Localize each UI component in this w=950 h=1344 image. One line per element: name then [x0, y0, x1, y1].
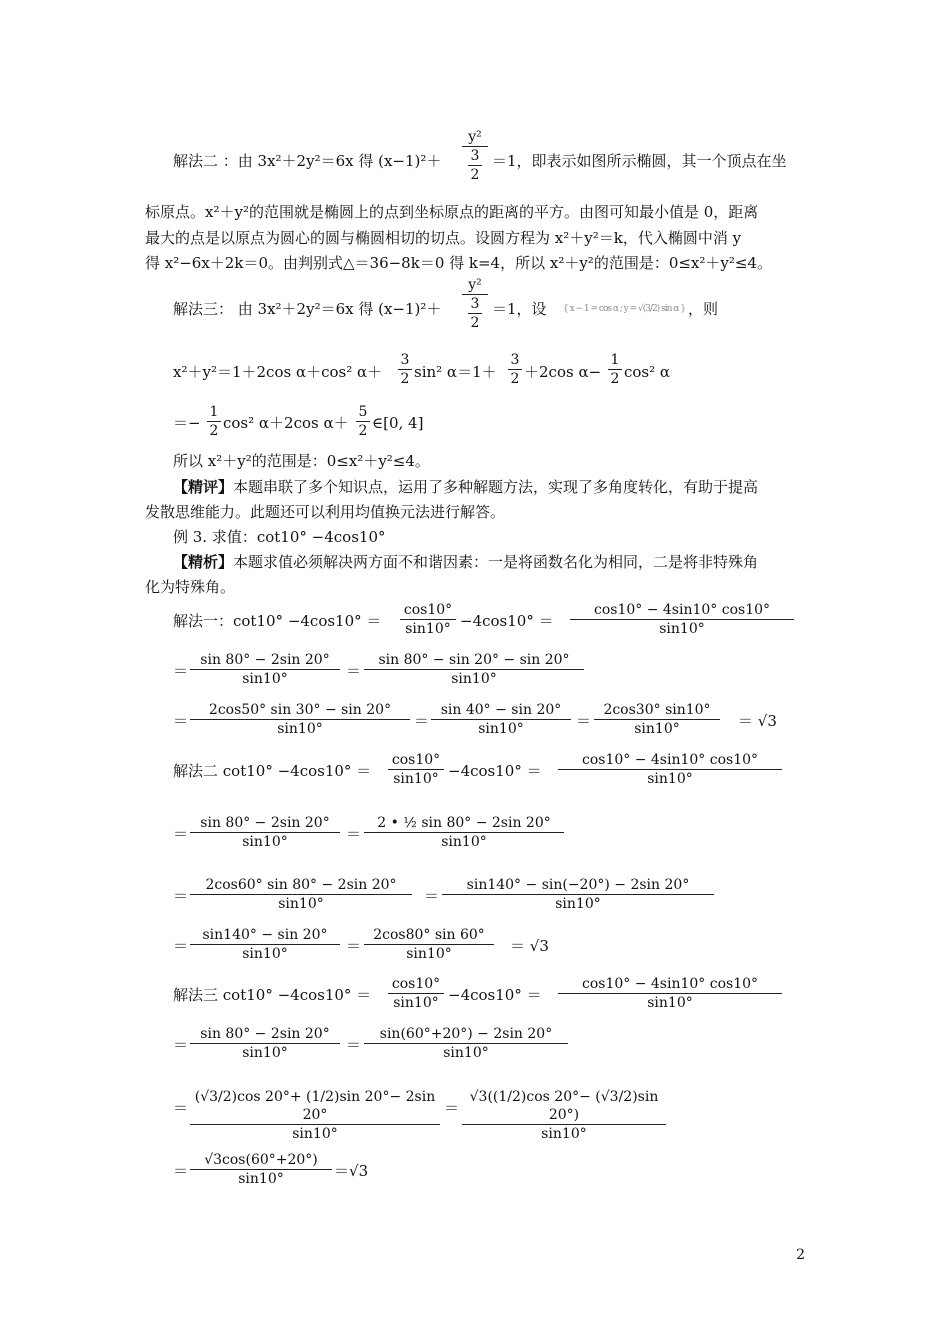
- sol2-r2a: sin 80° − 2sin 20° sin10°: [190, 814, 340, 851]
- eq-sign: ＝: [576, 712, 592, 730]
- sol2-label: 解法二 cot10° −4cos10° ＝: [173, 762, 372, 780]
- method3a-line2d: cos² α: [624, 363, 671, 381]
- method3a-conclusion: 所以 x²＋y²的范围是：0≤x²＋y²≤4。: [173, 452, 430, 470]
- eq-sign: ＝: [173, 662, 189, 680]
- sol3-mid: −4cos10° ＝: [448, 986, 542, 1004]
- eq-sign: ＝: [444, 1099, 460, 1117]
- sol2-frac2: cos10° − 4sin10° cos10° sin10°: [558, 751, 782, 788]
- sol2-mid: −4cos10° ＝: [448, 762, 542, 780]
- method3a-line3c: ∈[0, 4]: [372, 414, 424, 432]
- eq-sign: ＝: [346, 1036, 362, 1054]
- sol3-label: 解法三 cot10° −4cos10° ＝: [173, 986, 372, 1004]
- method3a-tail: ＝1，设: [492, 300, 547, 318]
- frac-5-2: 5 2: [356, 403, 370, 440]
- comment-line2: 发散思维能力。此题还可以利用均值换元法进行解答。: [145, 503, 506, 521]
- comment-line1: 【精评】本题串联了多个知识点，运用了多种解题方法，实现了多角度转化，有助于提高: [173, 478, 759, 496]
- eq-sign: ＝: [173, 1099, 189, 1117]
- sol3-r2b: sin(60°+20°) − 2sin 20° sin10°: [364, 1025, 568, 1062]
- eq-sign: ＝: [173, 712, 189, 730]
- method2-intro: 解法二 ：由 3x²＋2y²＝6x 得 (x−1)²＋: [173, 152, 442, 170]
- sol1-frac1: cos10° sin10°: [400, 601, 456, 638]
- method2-line2: 标原点。x²＋y²的范围就是椭圆上的点到坐标原点的距离的平方。由图可知最小值是 0，距离: [145, 203, 759, 221]
- method2-line3: 最大的点是以原点为圆心的圆与椭圆相切的切点。设圆方程为 x²＋y²＝k，代入椭圆中消 y: [145, 229, 742, 247]
- sol3-r2a: sin 80° − 2sin 20° sin10°: [190, 1025, 340, 1062]
- sol1-r2b: sin 80° − sin 20° − sin 20° sin10°: [364, 651, 584, 688]
- eq-sign: ＝: [173, 937, 189, 955]
- sol1-mid: −4cos10° ＝: [460, 612, 554, 630]
- frac-3-2-a: 3 2: [398, 351, 412, 388]
- method3a-line3a: ＝−: [173, 414, 201, 432]
- sol1-r2a: sin 80° − 2sin 20° sin10°: [190, 651, 340, 688]
- sol3-r4: √3cos(60°+20°) sin10°: [190, 1151, 332, 1188]
- sol2-result: ＝ √3: [510, 937, 549, 955]
- method3a-intro: 解法三： 由 3x²＋2y²＝6x 得 (x−1)²＋: [173, 300, 442, 318]
- eq-sign: ＝: [346, 662, 362, 680]
- method2-fraction: y² 3 2: [462, 128, 488, 184]
- sol3-frac1: cos10° sin10°: [388, 975, 444, 1012]
- method3a-parametric-set: { x − 1 = cos α ; y = √(3/2) sin α }: [563, 304, 685, 314]
- method3a-line2b: sin² α＝1＋: [414, 363, 497, 381]
- sol3-frac2: cos10° − 4sin10° cos10° sin10°: [558, 975, 782, 1012]
- sol2-r3b: sin140° − sin(−20°) − 2sin 20° sin10°: [442, 876, 714, 913]
- sol3-r3b: √3((1/2)cos 20°− (√3/2)sin 20°) sin10°: [462, 1088, 666, 1143]
- frac-3-2-b: 3 2: [508, 351, 522, 388]
- sol3-result: ＝√3: [334, 1162, 369, 1180]
- method3a-line3b: cos² α＋2cos α＋: [223, 414, 349, 432]
- method2-tail: ＝1，即表示如图所示椭圆，其一个顶点在坐: [492, 152, 787, 170]
- method3a-line2a: x²＋y²＝1＋2cos α＋cos² α＋: [173, 363, 383, 381]
- sol3-r3a: (√3/2)cos 20°+ (1/2)sin 20°− 2sin 20° sin10°: [190, 1088, 440, 1143]
- sol2-frac1: cos10° sin10°: [388, 751, 444, 788]
- example3-title: 例 3. 求值：cot10° −4cos10°: [173, 528, 386, 546]
- sol1-r3b: sin 40° − sin 20° sin10°: [431, 701, 571, 738]
- method3a-then: ，则: [688, 300, 719, 318]
- eq-sign: ＝: [346, 937, 362, 955]
- sol2-r3a: 2cos60° sin 80° − 2sin 20° sin10°: [190, 876, 412, 913]
- sol2-r4a: sin140° − sin 20° sin10°: [190, 926, 340, 963]
- sol1-result: ＝ √3: [738, 712, 777, 730]
- page-number: 2: [796, 1247, 805, 1263]
- eq-sign: ＝: [173, 1036, 189, 1054]
- sol1-frac2: cos10° − 4sin10° cos10° sin10°: [570, 601, 794, 638]
- eq-sign: ＝: [173, 1162, 189, 1180]
- sol2-r4b: 2cos80° sin 60° sin10°: [364, 926, 494, 963]
- example3-analysis1: 【精析】本题求值必须解决两方面不和谐因素：一是将函数名化为相同，二是将非特殊角: [173, 553, 759, 571]
- method2-line4: 得 x²−6x＋2k＝0。由判别式△＝36−8k＝0 得 k=4，所以 x²＋y²的范围是：0≤x²＋y²≤4。: [145, 254, 773, 272]
- eq-sign: ＝: [346, 825, 362, 843]
- frac-1-2-b: 1 2: [207, 403, 221, 440]
- method3a-line2c: ＋2cos α−: [524, 363, 602, 381]
- frac-1-2-a: 1 2: [608, 351, 622, 388]
- eq-sign: ＝: [414, 712, 430, 730]
- example3-analysis2: 化为特殊角。: [145, 578, 236, 596]
- method3a-fraction: y² 3 2: [462, 276, 488, 332]
- sol1-label: 解法一：cot10° −4cos10° ＝: [173, 612, 382, 630]
- eq-sign: ＝: [424, 887, 440, 905]
- sol2-r2b: 2 • ½ sin 80° − 2sin 20° sin10°: [364, 814, 564, 851]
- eq-sign: ＝: [173, 887, 189, 905]
- eq-sign: ＝: [173, 825, 189, 843]
- sol1-r3a: 2cos50° sin 30° − sin 20° sin10°: [190, 701, 410, 738]
- sol1-r3c: 2cos30° sin10° sin10°: [594, 701, 720, 738]
